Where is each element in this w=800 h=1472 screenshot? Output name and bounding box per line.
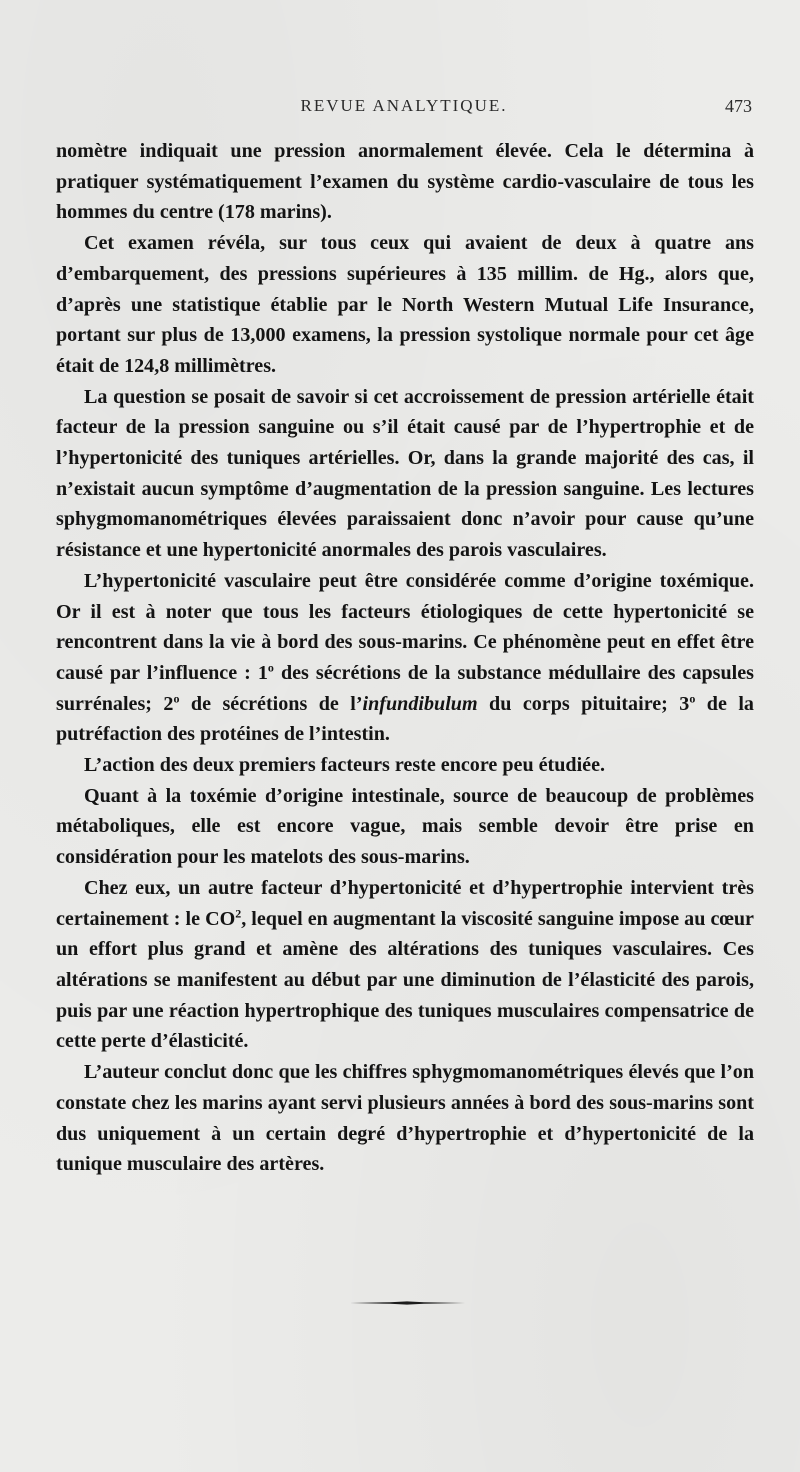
- running-head: [56, 96, 752, 120]
- paragraph: [56, 1057, 754, 1180]
- paragraph: [56, 781, 754, 873]
- text-run: nomètre indiquait une pression anormalement élevée. Cela le détermina à pratiquer systématiquement l’examen du système cardio-vasculaire de tous les hommes du centre (178 marins).: [56, 140, 754, 224]
- text-run: La question se posait de savoir si cet accroissement de pression artérielle était facteur de la pression sanguine ou s’il était causé par de l’hypertrophie et de l’hypertonicité des tuniques artérielles. Or, dans la grande majorité des cas, il n’existait aucun symptôme d’augmentation de la pression sanguine. Les lectures sphygmomanométriques élevées paraissaient donc n’avoir pour cause qu’une résistance et une hypertonicité anormales des parois vasculaires.: [56, 385, 754, 562]
- page-number: 473: [725, 96, 752, 116]
- paragraph: [56, 750, 754, 781]
- text-run: de sécrétions de l’: [179, 692, 363, 715]
- italic-term: infundibulum: [362, 692, 478, 715]
- text-run: L’auteur conclut donc que les chiffres sphygmomanométriques élevés que l’on constate chez les marins ayant servi plusieurs années à bord des sous-marins sont dus uniquement à un certain degré d’hypertrophie et d’hypertonicité de la tunique musculaire des artères.: [56, 1061, 754, 1176]
- text-run: du corps pituitaire; 3: [477, 692, 690, 715]
- superscript: 2: [235, 905, 242, 920]
- paragraph: [56, 382, 754, 566]
- paragraph: [56, 566, 754, 750]
- text-run: des sécrétions de la substance médullaire des capsules surrénales; 2: [56, 661, 754, 715]
- superscript: o: [689, 690, 696, 705]
- end-of-article-rule: [350, 1300, 465, 1306]
- text-run: , lequel en augmentant la viscosité sanguine impose au cœur un effort plus grand et amène des altérations des tuniques vasculaires. Ces altérations se manifestent au début par une diminution de l’élasticité des parois, puis par une réaction hypertrophique des tuniques musculaires compensatrice de cette perte d’élasticité.: [56, 907, 754, 1053]
- text-run: L’hypertonicité vasculaire peut être considérée comme d’origine toxémique. Or il est à noter que tous les facteurs étiologiques de cette hypertonicité se rencontrent dans la vie à bord des sous-marins. Ce phénomène peut en effet être causé par l’influence : 1: [56, 569, 754, 684]
- text-run: L’action des deux premiers facteurs reste encore peu étudiée.: [84, 754, 606, 777]
- text-run: Quant à la toxémie d’origine intestinale, source de beaucoup de problèmes métaboliques, elle est encore vague, mais semble devoir être prise en considération pour les matelots des sous-marins.: [56, 784, 754, 869]
- paragraph: [56, 228, 754, 382]
- superscript: o: [267, 660, 274, 675]
- superscript: o: [173, 690, 180, 705]
- text-run: Cet examen révéla, sur tous ceux qui avaient de deux à quatre ans d’embarquement, des pressions supérieures à 135 millim. de Hg., alors que, d’après une statistique établie par le North Western Mutual Life Insurance, portant sur plus de 13,000 examens, la pression systolique normale pour cet âge était de 124,8 millimètres.: [56, 232, 754, 377]
- text-run: Chez eux, un autre facteur d’hypertonicité et d’hypertrophie intervient très certainement : le CO: [56, 876, 754, 930]
- paragraph: [56, 873, 754, 1057]
- running-title: REVUE ANALYTIQUE.: [300, 96, 508, 115]
- paragraph: [56, 136, 754, 228]
- body-text: [56, 136, 754, 1180]
- text-run: de la putréfaction des protéines de l’intestin.: [56, 692, 754, 746]
